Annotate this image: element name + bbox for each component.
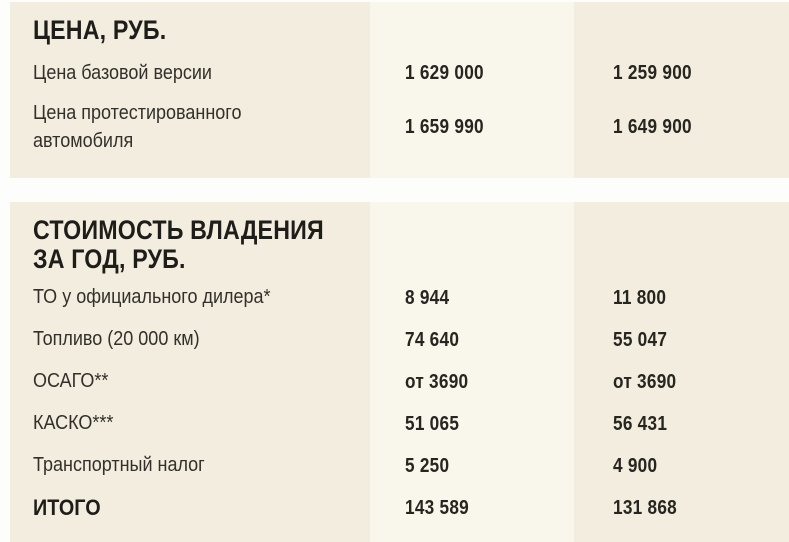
- ownership-cost-section: [10, 202, 789, 542]
- price-section-title-text: ЦЕНА, РУБ.: [33, 15, 167, 45]
- car1-value-cell: [370, 413, 574, 436]
- ownership-section-title: [10, 202, 789, 273]
- row-label-text: КАСКО***: [33, 412, 114, 435]
- row-label: [10, 100, 370, 155]
- price-section-title: [10, 2, 789, 45]
- ownership-rows: [10, 277, 789, 529]
- car2-value-cell: [574, 116, 789, 139]
- car1-value-cell: [370, 455, 574, 478]
- row-label: [10, 326, 370, 354]
- row-label-text: ОСАГО**: [33, 370, 109, 393]
- row-label: [10, 60, 370, 88]
- car2-value-cell: [574, 62, 789, 85]
- row-label: [10, 452, 370, 480]
- car1-value: 1 629 000: [405, 62, 484, 85]
- car1-value: 74 640: [405, 328, 460, 351]
- car2-value-cell: [574, 371, 789, 394]
- car1-value-cell: [370, 329, 574, 352]
- car2-value-cell: [574, 287, 789, 310]
- car2-value: 56 431: [613, 412, 668, 435]
- row-label: [10, 284, 370, 312]
- car2-total-cell: [574, 497, 789, 520]
- price-section: [10, 2, 789, 178]
- car2-value-cell: [574, 413, 789, 436]
- car1-value: 51 065: [405, 412, 460, 435]
- car1-total-cell: [370, 497, 574, 520]
- table-row: [10, 51, 789, 97]
- table-row: [10, 319, 789, 361]
- table-row: [10, 97, 789, 159]
- car2-value-cell: [574, 455, 789, 478]
- row-label: [10, 368, 370, 396]
- total-row: [10, 487, 789, 529]
- total-label-text: ИТОГО: [33, 495, 101, 521]
- row-label-text: Цена базовой версии: [33, 61, 212, 84]
- car2-value: 55 047: [613, 328, 668, 351]
- row-label-text: Топливо (20 000 км): [33, 328, 200, 351]
- ownership-title-line1: СТОИМОСТЬ ВЛАДЕНИЯ: [33, 215, 324, 245]
- car2-value: 1 649 900: [613, 116, 692, 139]
- table-row: [10, 445, 789, 487]
- car2-value: от 3690: [613, 370, 677, 393]
- car1-value-cell: [370, 371, 574, 394]
- ownership-title-line2: ЗА ГОД, РУБ.: [33, 243, 186, 274]
- total-label: [10, 493, 370, 523]
- car2-value: 4 900: [613, 454, 658, 477]
- car2-value: 11 800: [613, 286, 667, 309]
- car1-value-cell: [370, 116, 574, 139]
- row-label-text: Цена протестированного автомобиля: [33, 102, 242, 152]
- table-row: [10, 277, 789, 319]
- car1-value: 5 250: [405, 454, 450, 477]
- car1-value-cell: [370, 287, 574, 310]
- table-row: [10, 361, 789, 403]
- car1-value: от 3690: [405, 370, 469, 393]
- car2-value-cell: [574, 329, 789, 352]
- row-label-text: ТО у официального дилера*: [33, 286, 271, 309]
- car1-value-cell: [370, 62, 574, 85]
- car1-total-value: 143 589: [405, 496, 469, 519]
- table-row: [10, 403, 789, 445]
- car2-total-value: 131 868: [613, 496, 677, 519]
- car1-value: 8 944: [405, 286, 450, 309]
- row-label: [10, 410, 370, 438]
- row-label-text: Транспортный налог: [33, 454, 205, 477]
- car2-value: 1 259 900: [613, 62, 692, 85]
- price-rows: [10, 51, 789, 159]
- car1-value: 1 659 990: [405, 116, 484, 139]
